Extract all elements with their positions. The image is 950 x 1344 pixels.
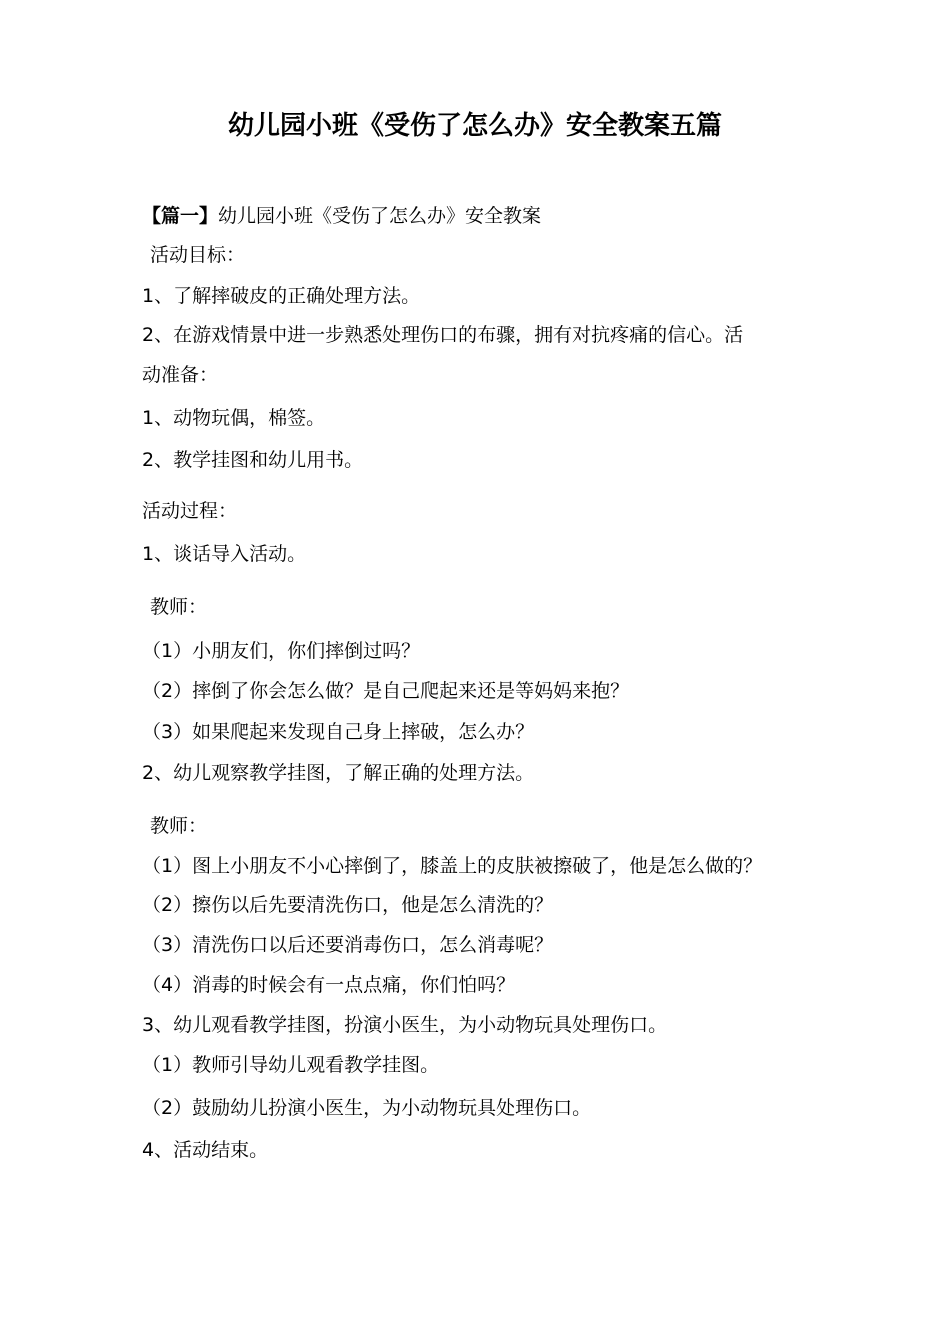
step-item-4: 4、活动结束。: [142, 1139, 269, 1161]
step-3-sub-2: （2）鼓励幼儿扮演小医生，为小动物玩具处理伤口。: [142, 1097, 592, 1119]
question-2-1: （1）图上小朋友不小心摔倒了，膝盖上的皮肤被擦破了，他是怎么做的？: [142, 855, 763, 877]
step-item-1: 1、谈话导入活动。: [142, 543, 307, 565]
question-1-2: （2）摔倒了你会怎么做？是自己爬起来还是等妈妈来抱？: [142, 680, 630, 702]
step-item-2: 2、幼儿观察教学挂图，了解正确的处理方法。: [142, 762, 535, 784]
section-title: 幼儿园小班《受伤了怎么办》安全教案: [218, 205, 542, 227]
section-marker: 【篇一】: [142, 205, 219, 227]
prep-item-1: 1、动物玩偶，棉签。: [142, 407, 326, 429]
step-item-3: 3、幼儿观看教学挂图，扮演小医生，为小动物玩具处理伤口。: [142, 1014, 668, 1036]
section-heading: [142, 202, 541, 230]
prep-item-2: 2、教学挂图和幼儿用书。: [142, 449, 364, 471]
teacher-label-2: 教师：: [150, 815, 208, 837]
goal-item-2-line1: 2、在游戏情景中进一步熟悉处理伤口的布骤，拥有对抗疼痛的信心。活: [142, 324, 744, 346]
goals-heading: 活动目标：: [150, 244, 246, 266]
document-title: 幼儿园小班《受伤了怎么办》安全教案五篇: [227, 111, 722, 141]
goal-item-1: 1、了解摔破皮的正确处理方法。: [142, 285, 421, 307]
process-heading: 活动过程：: [142, 500, 238, 522]
step-3-sub-1: （1）教师引导幼儿观看教学挂图。: [142, 1054, 440, 1076]
question-2-4: （4）消毒的时候会有一点点痛，你们怕吗？: [142, 974, 516, 996]
teacher-label-1: 教师：: [150, 596, 208, 618]
goal-item-2-line2: 动准备：: [142, 364, 219, 386]
question-2-3: （3）清洗伤口以后还要消毒伤口，怎么消毒呢？: [142, 934, 554, 956]
question-1-3: （3）如果爬起来发现自己身上摔破，怎么办？: [142, 721, 535, 743]
question-2-2: （2）擦伤以后先要清洗伤口，他是怎么清洗的？: [142, 894, 554, 916]
question-1-1: （1）小朋友们，你们摔倒过吗？: [142, 640, 421, 662]
